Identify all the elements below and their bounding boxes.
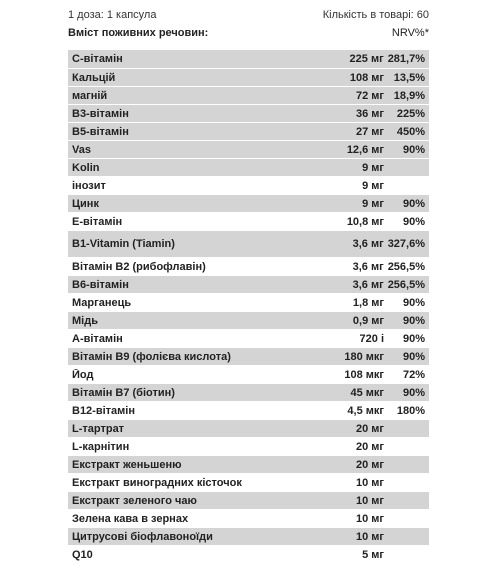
nutrient-nrv: 327,6% — [387, 238, 425, 250]
nutrient-nrv: 90% — [402, 350, 425, 363]
nutrient-nrv: 90% — [402, 215, 425, 228]
nutrient-row — [68, 402, 429, 420]
nutrient-amount: 0,9 мг — [352, 314, 384, 327]
nutrient-row — [68, 510, 429, 528]
nutrient-name: Екстракт зеленого чаю — [72, 494, 197, 507]
nutrient-nrv: 90% — [402, 296, 425, 309]
nutrient-nrv: 180% — [396, 404, 425, 417]
nutrient-row — [68, 258, 429, 276]
nutrient-row — [68, 87, 429, 105]
nutrient-name: Вітамін В2 (рибофлавін) — [72, 260, 206, 273]
nutrient-name: L-карнітин — [72, 440, 130, 453]
nutrient-nrv: 72% — [402, 368, 425, 381]
dose-header — [68, 6, 429, 24]
nutrient-name: Екстракт женьшеню — [72, 458, 182, 471]
nutrient-row — [68, 492, 429, 510]
nutrient-amount: 27 мг — [355, 125, 384, 138]
nutrient-amount: 3,6 мг — [352, 278, 384, 291]
nutrient-row — [68, 456, 429, 474]
nutrient-nrv: 256,5% — [387, 278, 425, 291]
nutrient-row — [68, 231, 429, 258]
nutrient-nrv: 90% — [402, 332, 425, 345]
nutrient-name: L-тартрат — [72, 422, 125, 435]
nutrient-name: В6-вітамін — [72, 278, 129, 291]
nutrient-row — [68, 366, 429, 384]
nutrient-table — [68, 50, 429, 564]
nutrient-name: Кальцій — [72, 71, 116, 84]
nutrient-name: С-вітамін — [72, 53, 123, 65]
nutrient-amount: 3,6 мг — [352, 238, 384, 250]
nutrient-row — [68, 177, 429, 195]
nutrient-amount: 3,6 мг — [352, 260, 384, 273]
nutrient-row — [68, 105, 429, 123]
nutrient-name: В12-вітамін — [72, 404, 136, 417]
nutrient-amount: 9 мг — [362, 161, 384, 174]
quantity-label: Кількість в товарі: 60 — [322, 9, 429, 21]
dose-label: 1 доза: 1 капсула — [68, 9, 157, 21]
nutrient-name: Вітамін В7 (біотин) — [72, 386, 175, 399]
nutrient-amount: 10 мг — [355, 512, 384, 525]
nrv-column-header: NRV%* — [391, 27, 429, 39]
nutrient-amount: 10 мг — [355, 494, 384, 507]
nutrient-name: Марганець — [72, 296, 132, 309]
nutrient-row — [68, 546, 429, 564]
nutrient-row — [68, 474, 429, 492]
nutrient-name: Q10 — [72, 548, 93, 561]
nutrient-amount: 720 і — [359, 332, 384, 345]
nutrient-row — [68, 69, 429, 87]
nutrient-name: Цитрусові біофлавоноїди — [72, 530, 213, 543]
nutrient-nrv: 281,7% — [387, 53, 425, 65]
nutrient-row — [68, 159, 429, 177]
nutrient-nrv: 13,5% — [393, 71, 425, 84]
nutrient-row — [68, 195, 429, 213]
nutrient-name: А-вітамін — [72, 332, 123, 345]
nutrient-name: Vas — [72, 143, 91, 156]
nutrient-amount: 180 мкг — [344, 350, 384, 363]
nutrient-row — [68, 213, 429, 231]
nutrient-name: В5-вітамін — [72, 125, 129, 138]
nutrient-row — [68, 528, 429, 546]
nutrient-name: Екстракт виноградних кісточок — [72, 476, 242, 489]
nutrient-amount: 9 мг — [362, 197, 384, 210]
nutrient-row — [68, 348, 429, 366]
nutrient-amount: 1,8 мг — [352, 296, 384, 309]
nutrient-row — [68, 420, 429, 438]
nutrient-row — [68, 141, 429, 159]
nutrient-row — [68, 312, 429, 330]
nutrient-amount: 225 мг — [349, 53, 384, 65]
nutrient-amount: 10 мг — [355, 476, 384, 489]
nutrition-sheet — [68, 6, 429, 564]
nutrient-row — [68, 294, 429, 312]
nutrient-nrv: 90% — [402, 314, 425, 327]
nutrient-name: Цинк — [72, 197, 99, 210]
content-label: Вміст поживних речовин: — [68, 27, 209, 39]
nutrient-row — [68, 330, 429, 348]
nutrient-name: Е-вітамін — [72, 215, 123, 228]
nutrient-name: В3-вітамін — [72, 107, 129, 120]
nutrient-nrv: 225% — [396, 107, 425, 120]
nutrient-name: Мідь — [72, 314, 98, 327]
nutrient-name: Зелена кава в зернах — [72, 512, 189, 525]
nutrient-amount: 10,8 мг — [346, 215, 384, 228]
nutrient-amount: 20 мг — [355, 458, 384, 471]
nutrient-nrv: 90% — [402, 143, 425, 156]
content-header — [68, 24, 429, 42]
nutrient-name: магній — [72, 89, 108, 102]
nutrient-nrv: 18,9% — [393, 89, 425, 102]
nutrient-name: Kolin — [72, 161, 100, 174]
nutrient-amount: 45 мкг — [350, 386, 384, 399]
nutrient-name: B1-Vitamin (Tiamin) — [72, 238, 175, 250]
nutrient-row — [68, 276, 429, 294]
nutrient-amount: 10 мг — [355, 530, 384, 543]
nutrient-amount: 20 мг — [355, 440, 384, 453]
nutrient-nrv: 90% — [402, 386, 425, 399]
nutrient-nrv: 256,5% — [387, 260, 425, 273]
nutrient-name: інозит — [72, 179, 106, 192]
nutrient-row — [68, 50, 429, 69]
nutrient-amount: 5 мг — [362, 548, 384, 561]
nutrient-amount: 108 мг — [349, 71, 384, 84]
nutrient-amount: 36 мг — [355, 107, 384, 120]
nutrient-name: Вітамін В9 (фолієва кислота) — [72, 350, 231, 363]
nutrient-nrv: 90% — [402, 197, 425, 210]
nutrient-row — [68, 123, 429, 141]
nutrient-name: Йод — [72, 368, 94, 381]
nutrient-amount: 20 мг — [355, 422, 384, 435]
nutrient-amount: 9 мг — [362, 179, 384, 192]
nutrient-nrv: 450% — [396, 125, 425, 138]
nutrient-amount: 72 мг — [355, 89, 384, 102]
nutrient-amount: 12,6 мг — [346, 143, 384, 156]
nutrient-amount: 108 мкг — [344, 368, 384, 381]
nutrient-amount: 4,5 мкг — [347, 404, 384, 417]
nutrient-row — [68, 438, 429, 456]
nutrient-row — [68, 384, 429, 402]
